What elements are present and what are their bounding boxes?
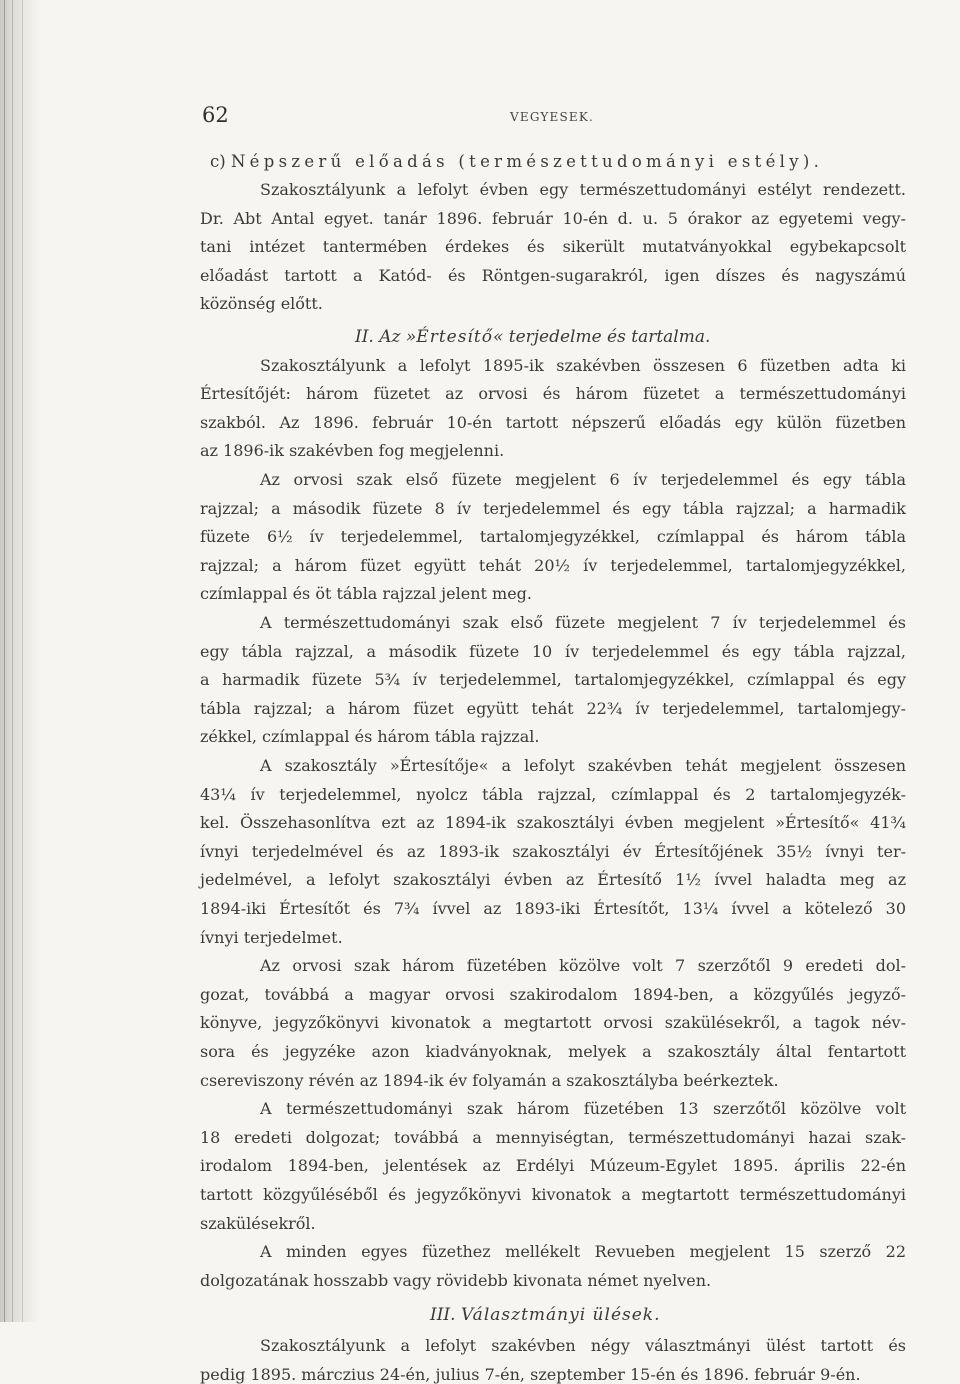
text-line: Az orvosi szak első füzete megjelent 6 ív terjedelemmel és egy tábla (260, 470, 906, 489)
text-line: Az orvosi szak három füzetében közölve volt 7 szerzőtől 9 eredeti dol- (260, 956, 906, 976)
text-line: jedelmével, a lefolyt szakosztályi évben az Értesítő 1½ ívvel haladta meg az (200, 870, 906, 890)
text-line: pedig 1895. márczius 24-én, julius 7-én, szeptember 15-én és 1896. február 9-én. (200, 1364, 861, 1384)
text-line: A természettudományi szak első füzete megjelent 7 ív terjedelemmel és (260, 613, 906, 632)
text-line: 1894-iki Értesítőt és 7¾ ívvel az 1893-iki Értesítőt, 13¼ ívvel a kötelező 30 (200, 899, 906, 918)
section-c-heading: Népszerű előadás (természettudományi estély). (230, 152, 824, 171)
heading-prefix: III. (430, 1305, 461, 1326)
page-gutter-shadow (0, 0, 40, 1322)
gutter-line (22, 0, 23, 1322)
text-line: ívnyi terjedelmet. (200, 927, 343, 947)
text-line: egy tábla rajzzal, a második füzete 10 ív terjedelemmel és egy tábla rajzzal, (200, 641, 906, 661)
gutter-line (4, 0, 5, 1322)
heading-emphasis: Választmányi ülések. (460, 1305, 661, 1326)
text-line: szakból. Az 1896. február 10-én tartott népszerű előadás egy külön füzetben (200, 412, 906, 432)
text-line: gozat, továbbá a magyar orvosi szakirodalom 1894-ben, a közgyűlés jegyző- (200, 984, 906, 1004)
text-line: zékkel, czímlappal és három tábla rajzzal. (200, 727, 540, 747)
text-line: czímlappal és öt tábla rajzzal jelent meg. (200, 584, 532, 604)
text-line: 43¼ ív terjedelemmel, nyolcz tábla rajzzal, czímlappal és 2 tartalomjegyzék- (200, 784, 906, 804)
text-line: az 1896-ik szakévben fog megjelenni. (200, 441, 505, 461)
text-line: A természettudományi szak három füzetében 13 szerzőtől közölve volt (260, 1099, 906, 1119)
text-line: csereviszony révén az 1894-ik év folyamán a szakosztályba beérkeztek. (200, 1070, 779, 1090)
heading-emphasis: Értesítő (416, 327, 493, 347)
text-line: rajzzal; a három füzet együtt tehát 20½ ív terjedelemmel, tartalomjegyzékkel, (200, 555, 906, 575)
text-line: irodalom 1894-ben, jelentések az Erdélyi Múzeum-Egylet 1895. április 22-én (200, 1156, 906, 1176)
text-line: füzete 6½ ív terjedelemmel, tartalomjegyzékkel, czímlappal és három tábla (200, 527, 906, 547)
running-title: VEGYESEK. (510, 110, 595, 124)
section-c-title (210, 152, 823, 171)
text-line: Értesítőjét: három füzetet az orvosi és három füzetet a természettudományi (200, 384, 906, 404)
heading-ii-title (355, 327, 710, 347)
text-line: 18 eredeti dolgozat; továbbá a mennyiségtan, természettudományi hazai szak- (200, 1127, 906, 1147)
text-line: A minden egyes füzethez mellékelt Revueben megjelent 15 szerző 22 (260, 1242, 906, 1262)
page-number: 62 (202, 103, 229, 127)
text-line: Dr. Abt Antal egyet. tanár 1896. február 10-én d. u. 5 órakor az egyetemi vegy- (200, 208, 906, 228)
heading-suffix: « terjedelme és tartalma. (492, 327, 711, 347)
text-line: közönség előtt. (200, 294, 323, 314)
text-line: a harmadik füzete 5¾ ív terjedelemmel, tartalomjegyzékkel, czímlappal és egy (200, 670, 906, 690)
text-line: szakülésekről. (200, 1213, 316, 1233)
text-line: dolgozatának hosszabb vagy rövidebb kivonata német nyelven. (200, 1270, 712, 1290)
text-line: Szakosztályunk a lefolyt évben egy természettudományi estélyt rendezett. (260, 180, 906, 199)
text-line: tartott közgyűléséből és jegyzőkönyvi kivonatok a megtartott természettudományi (200, 1185, 906, 1204)
text-line: könyve, jegyzőkönyvi kivonatok a megtartott orvosi szakülésekről, a tagok név- (200, 1013, 906, 1033)
text-line: kel. Összehasonlítva ezt az 1894-ik szakosztályi évben megjelent »Értesítő« 41¾ (200, 813, 906, 833)
text-line: rajzzal; a második füzete 8 ív terjedelemmel és egy tábla rajzzal; a harmadik (200, 498, 906, 518)
text-line: tani intézet tantermében érdekes és sikerült mutatványokkal egybekapcsolt (200, 237, 906, 257)
text-line: Szakosztályunk a lefolyt 1895-ik szakévben összesen 6 füzetben adta ki (260, 355, 906, 375)
text-line: ívnyi terjedelmével és az 1893-ik szakosztályi év Értesítőjének 35½ ívnyi ter- (200, 841, 906, 861)
heading-prefix: II. Az » (355, 327, 417, 347)
section-c-prefix: c) (210, 152, 231, 171)
text-line: előadást tartott a Katód- és Röntgen-sugarakról, igen díszes és nagyszámú (200, 265, 906, 285)
text-line: tábla rajzzal; a három füzet együtt tehát 22¾ ív terjedelemmel, tartalomjegy- (200, 698, 906, 718)
heading-iii-title (430, 1305, 661, 1325)
text-line: sora és jegyzéke azon kiadványoknak, melyek a szakosztály által fentartott (200, 1042, 906, 1061)
text-line: Szakosztályunk a lefolyt szakévben négy választmányi ülést tartott és (260, 1336, 906, 1355)
text-line: A szakosztály »Értesítője« a lefolyt szakévben tehát megjelent összesen (260, 756, 906, 775)
gutter-line (12, 0, 13, 1322)
